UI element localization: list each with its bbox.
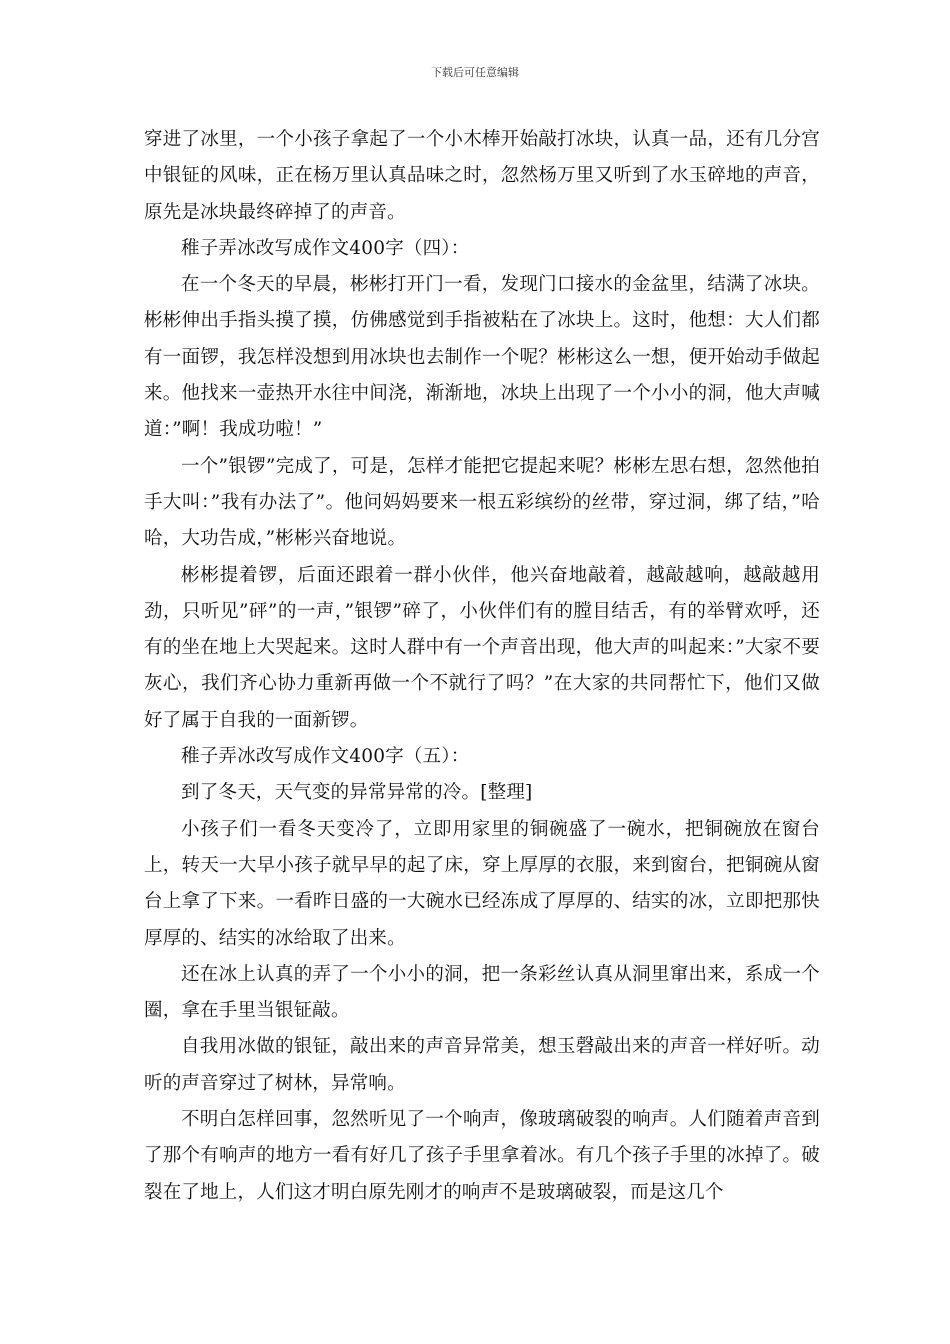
- paragraph: 到了冬天，天气变的异常异常的冷。[整理]: [181, 782, 533, 804]
- paragraph: 不明白怎样回事，忽然听见了一个响声，像玻璃破裂的响声。人们随着声音到了那个有响声的地方一看有好几了孩子手里拿着冰。有几个孩子手里的冰掉了。破裂在了地上，人们这才明白原先刚才的响声不是玻璃破裂，而是这几个: [144, 1109, 820, 1203]
- paragraph: 彬彬提着锣，后面还跟着一群小伙伴，他兴奋地敲着，越敲越响，越敲越用劲，只听见”砰”的一声，”银锣”碎了，小伙伴们有的膛目结舌，有的举臂欢呼，还有的坐在地上大哭起来。这时人群中有一个声音出现，他大声的叫起来：”大家不要灰心，我们齐心协力重新再做一个不就行了吗？”在大家的共同帮忙下，他们又做好了属于自我的一面新锣。: [144, 564, 820, 731]
- paragraph: 在一个冬天的早晨，彬彬打开门一看，发现门口接水的金盆里，结满了冰块。彬彬伸出手指头摸了摸，仿佛感觉到手指被粘在了冰块上。这时，他想：大人们都有一面锣，我怎样没想到用冰块也去制作一个呢？彬彬这么一想，便开始动手做起来。他找来一壶热开水往中间浇，渐渐地，冰块上出现了一个小小的洞，他大声喊道：”啊！我成功啦！”: [144, 274, 820, 441]
- paragraph: 小孩子们一看冬天变冷了，立即用家里的铜碗盛了一碗水，把铜碗放在窗台上，转天一大早小孩子就早早的起了床，穿上厚厚的衣服，来到窗台，把铜碗从窗台上拿了下来。一看昨日盛的一大碗水已经冻成了厚厚的、结实的冰，立即把那快厚厚的、结实的冰给取了出来。: [144, 818, 820, 949]
- paragraph: 还在冰上认真的弄了一个小小的洞，把一条彩丝认真从洞里窜出来，系成一个圈，拿在手里当银钲敲。: [144, 963, 820, 1022]
- paragraph: 穿进了冰里，一个小孩子拿起了一个小木棒开始敲打冰块，认真一品，还有几分宫中银钲的风味，正在杨万里认真品味之时，忽然杨万里又听到了水玉碎地的声音，原先是冰块最终碎掉了的声音。: [144, 129, 820, 223]
- section-heading: 稚子弄冰改写成作文400字（五）：: [181, 746, 470, 768]
- paragraph: 一个”银锣”完成了，可是，怎样才能把它提起来呢？彬彬左思右想，忽然他拍手大叫：”我有办法了”。他问妈妈要来一根五彩缤纷的丝带，穿过洞，绑了结，”哈哈，大功告成，”彬彬兴奋地说。: [144, 455, 820, 550]
- document-body: [144, 122, 820, 1211]
- paragraph: 自我用冰做的银钲，敲出来的声音异常美，想玉磬敲出来的声音一样好听。动听的声音穿过了树林，异常响。: [144, 1036, 820, 1094]
- section-heading: 稚子弄冰改写成作文400字（四）：: [181, 237, 470, 259]
- page-header: 下载后可任意编辑: [431, 66, 519, 79]
